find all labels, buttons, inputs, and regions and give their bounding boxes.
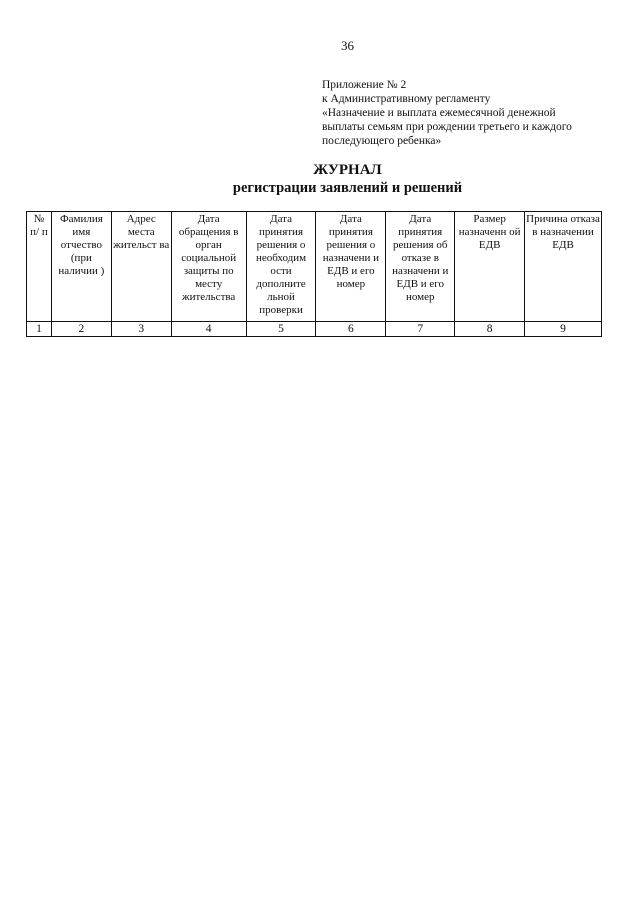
column-number: 6 [316,322,386,337]
page-number: 36 [341,38,354,53]
column-number: 7 [386,322,455,337]
column-number: 9 [525,322,602,337]
column-number: 1 [27,322,52,337]
appendix-line: выплаты семьям при рождении третьего и каждого [322,121,572,133]
appendix-line: Приложение № 2 [322,79,407,91]
column-number: 5 [246,322,316,337]
column-number: 4 [171,322,246,337]
column-header: Дата принятия решения о необходим ости дополните льной проверки [246,212,316,322]
column-header: Фамилия имя отчество (при наличии ) [51,212,111,322]
column-number: 2 [51,322,111,337]
appendix-line: к Административному регламенту [322,93,491,105]
appendix-line: последующего ребенка» [322,135,442,147]
registration-journal-table [26,211,602,337]
column-header: Причина отказа в назначении ЕДВ [525,212,602,322]
appendix-line: «Назначение и выплата ежемесячной денежной [322,107,556,119]
column-header: Дата принятия решения о назначени и ЕДВ и его номер [316,212,386,322]
column-header: Дата принятия решения об отказе в назначени и ЕДВ и его номер [386,212,455,322]
table-header-row [27,212,602,322]
column-header: Размер назначенн ой ЕДВ [455,212,525,322]
title-line: ЖУРНАЛ [313,162,382,178]
column-header: Адрес места жительст ва [111,212,171,322]
column-number: 8 [455,322,525,337]
column-header: Дата обращения в орган социальной защиты по месту жительства [171,212,246,322]
appendix-note [322,78,622,148]
column-number: 3 [111,322,171,337]
column-header: № п/ п [27,212,52,322]
subtitle-line: регистрации заявлений и решений [232,180,463,196]
document-title [0,161,640,197]
column-number-row [27,322,602,337]
